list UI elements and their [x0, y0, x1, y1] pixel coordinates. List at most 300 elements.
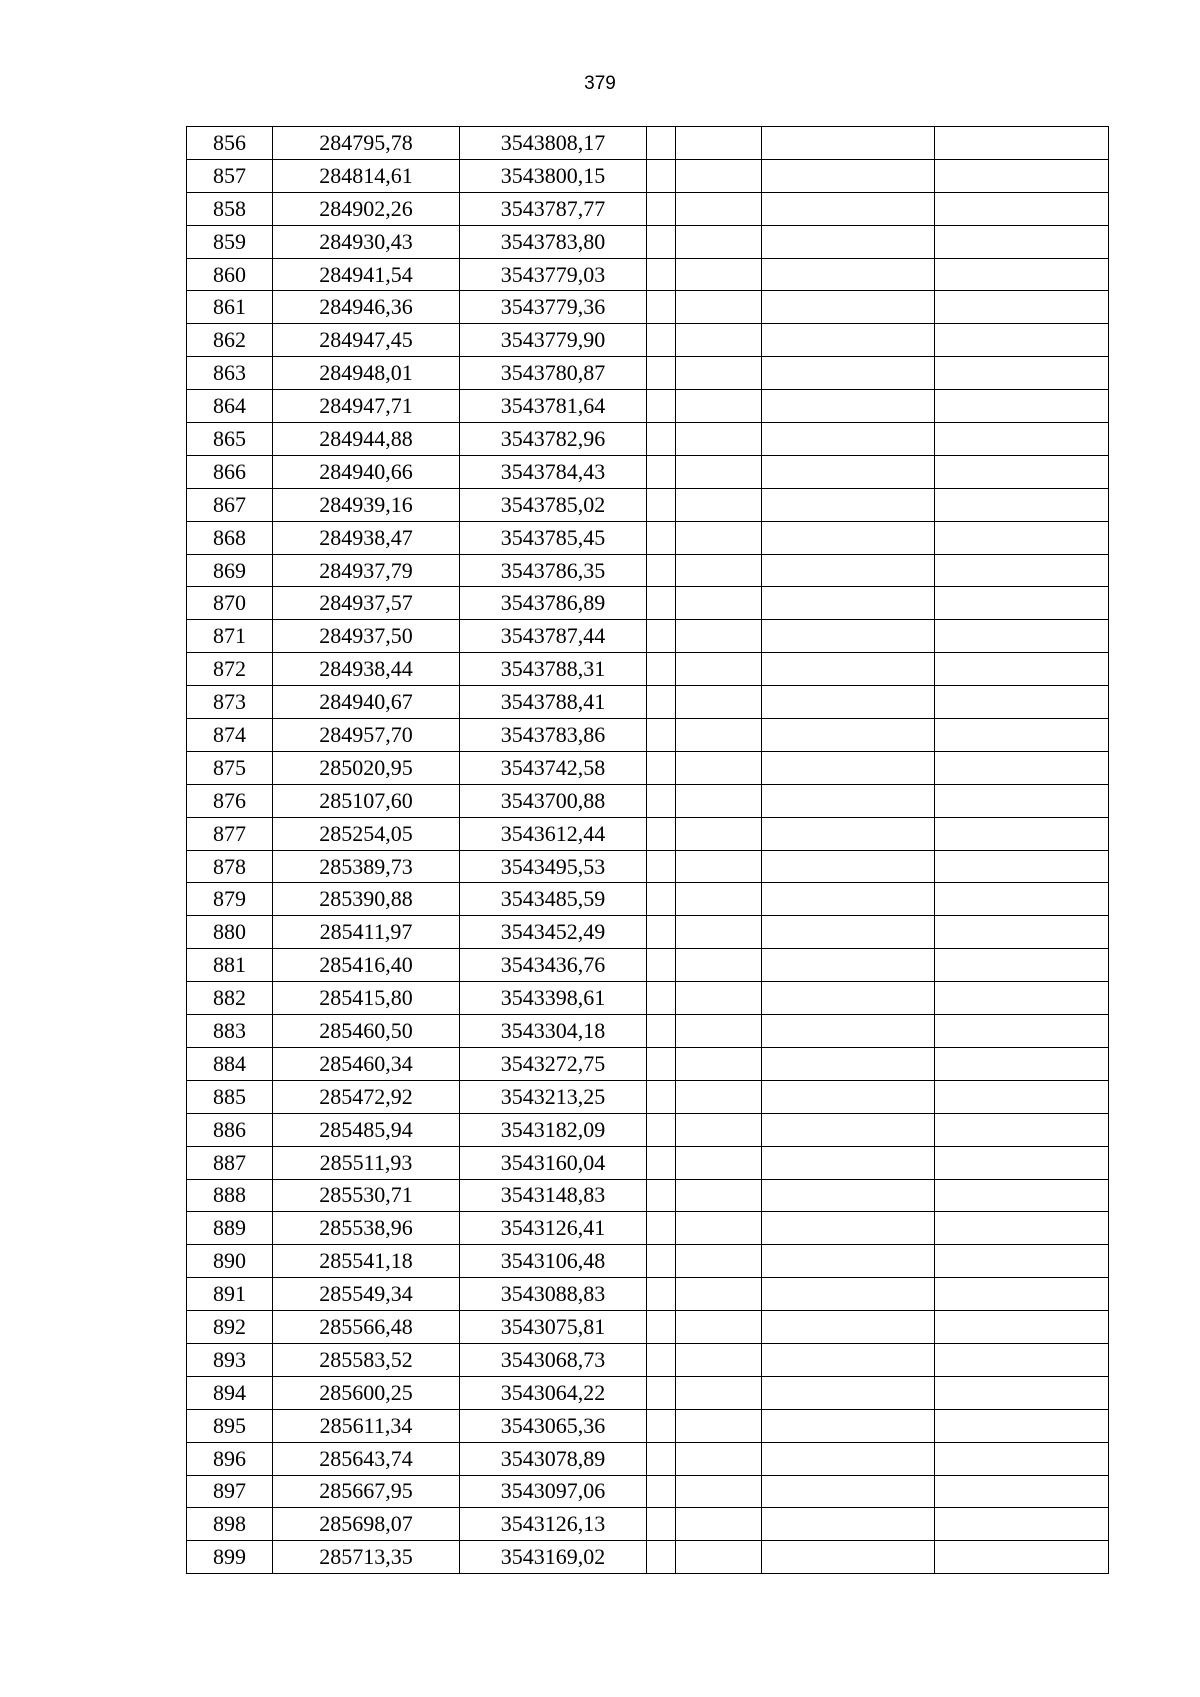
x-coordinate-cell: 284938,47	[273, 521, 460, 554]
x-coordinate-cell: 284957,70	[273, 719, 460, 752]
table-row	[187, 1442, 1109, 1475]
table-row	[187, 1015, 1109, 1048]
empty-cell	[647, 1080, 676, 1113]
empty-cell	[762, 1080, 935, 1113]
empty-cell	[676, 949, 762, 982]
empty-cell	[676, 1442, 762, 1475]
empty-cell	[935, 554, 1109, 587]
empty-cell	[935, 883, 1109, 916]
empty-cell	[762, 1508, 935, 1541]
point-number-cell: 860	[187, 258, 273, 291]
table-row	[187, 1146, 1109, 1179]
empty-cell	[647, 455, 676, 488]
table-row	[187, 883, 1109, 916]
y-coordinate-cell: 3543485,59	[460, 883, 647, 916]
empty-cell	[676, 225, 762, 258]
point-number-cell: 892	[187, 1311, 273, 1344]
empty-cell	[935, 1343, 1109, 1376]
empty-cell	[935, 850, 1109, 883]
point-number-cell: 858	[187, 192, 273, 225]
x-coordinate-cell: 284946,36	[273, 291, 460, 324]
point-number-cell: 893	[187, 1343, 273, 1376]
empty-cell	[935, 949, 1109, 982]
empty-cell	[676, 1047, 762, 1080]
empty-cell	[647, 1179, 676, 1212]
empty-cell	[935, 423, 1109, 456]
table-row	[187, 1212, 1109, 1245]
point-number-cell: 895	[187, 1409, 273, 1442]
point-number-cell: 898	[187, 1508, 273, 1541]
empty-cell	[762, 1311, 935, 1344]
empty-cell	[762, 455, 935, 488]
empty-cell	[762, 1278, 935, 1311]
point-number-cell: 863	[187, 357, 273, 390]
empty-cell	[647, 653, 676, 686]
coordinates-table-body	[187, 127, 1109, 1574]
x-coordinate-cell: 285583,52	[273, 1343, 460, 1376]
empty-cell	[647, 751, 676, 784]
empty-cell	[762, 1113, 935, 1146]
table-row	[187, 127, 1109, 160]
table-row	[187, 751, 1109, 784]
table-row	[187, 455, 1109, 488]
y-coordinate-cell: 3543779,03	[460, 258, 647, 291]
empty-cell	[676, 423, 762, 456]
y-coordinate-cell: 3543785,02	[460, 488, 647, 521]
empty-cell	[676, 751, 762, 784]
empty-cell	[762, 1047, 935, 1080]
empty-cell	[647, 258, 676, 291]
y-coordinate-cell: 3543779,90	[460, 324, 647, 357]
empty-cell	[676, 1376, 762, 1409]
empty-cell	[935, 1409, 1109, 1442]
point-number-cell: 897	[187, 1475, 273, 1508]
y-coordinate-cell: 3543781,64	[460, 390, 647, 423]
x-coordinate-cell: 284937,79	[273, 554, 460, 587]
empty-cell	[676, 1146, 762, 1179]
empty-cell	[935, 1212, 1109, 1245]
empty-cell	[935, 192, 1109, 225]
table-row	[187, 423, 1109, 456]
empty-cell	[935, 127, 1109, 160]
table-row	[187, 587, 1109, 620]
table-row	[187, 1179, 1109, 1212]
empty-cell	[676, 1080, 762, 1113]
table-row	[187, 653, 1109, 686]
point-number-cell: 867	[187, 488, 273, 521]
table-row	[187, 1278, 1109, 1311]
y-coordinate-cell: 3543783,86	[460, 719, 647, 752]
point-number-cell: 869	[187, 554, 273, 587]
empty-cell	[935, 1311, 1109, 1344]
point-number-cell: 882	[187, 982, 273, 1015]
empty-cell	[935, 817, 1109, 850]
x-coordinate-cell: 284902,26	[273, 192, 460, 225]
empty-cell	[935, 1113, 1109, 1146]
x-coordinate-cell: 285485,94	[273, 1113, 460, 1146]
x-coordinate-cell: 284939,16	[273, 488, 460, 521]
empty-cell	[647, 1212, 676, 1245]
point-number-cell: 856	[187, 127, 273, 160]
y-coordinate-cell: 3543213,25	[460, 1080, 647, 1113]
empty-cell	[676, 324, 762, 357]
table-row	[187, 1508, 1109, 1541]
empty-cell	[935, 455, 1109, 488]
empty-cell	[647, 1015, 676, 1048]
empty-cell	[935, 653, 1109, 686]
table-row	[187, 949, 1109, 982]
empty-cell	[676, 883, 762, 916]
empty-cell	[647, 488, 676, 521]
y-coordinate-cell: 3543068,73	[460, 1343, 647, 1376]
point-number-cell: 879	[187, 883, 273, 916]
empty-cell	[762, 653, 935, 686]
empty-cell	[935, 357, 1109, 390]
point-number-cell: 873	[187, 686, 273, 719]
point-number-cell: 878	[187, 850, 273, 883]
empty-cell	[647, 521, 676, 554]
point-number-cell: 899	[187, 1541, 273, 1574]
table-row	[187, 719, 1109, 752]
empty-cell	[762, 1015, 935, 1048]
empty-cell	[676, 686, 762, 719]
empty-cell	[647, 357, 676, 390]
empty-cell	[935, 1541, 1109, 1574]
table-row	[187, 686, 1109, 719]
x-coordinate-cell: 285643,74	[273, 1442, 460, 1475]
empty-cell	[762, 916, 935, 949]
table-row	[187, 850, 1109, 883]
page-number: 379	[584, 73, 616, 94]
x-coordinate-cell: 284940,66	[273, 455, 460, 488]
empty-cell	[647, 587, 676, 620]
empty-cell	[762, 1146, 935, 1179]
empty-cell	[762, 817, 935, 850]
empty-cell	[935, 1475, 1109, 1508]
empty-cell	[935, 982, 1109, 1015]
y-coordinate-cell: 3543800,15	[460, 159, 647, 192]
empty-cell	[935, 1080, 1109, 1113]
x-coordinate-cell: 285415,80	[273, 982, 460, 1015]
x-coordinate-cell: 285698,07	[273, 1508, 460, 1541]
x-coordinate-cell: 285460,34	[273, 1047, 460, 1080]
empty-cell	[676, 1245, 762, 1278]
empty-cell	[676, 817, 762, 850]
point-number-cell: 884	[187, 1047, 273, 1080]
y-coordinate-cell: 3543785,45	[460, 521, 647, 554]
y-coordinate-cell: 3543088,83	[460, 1278, 647, 1311]
empty-cell	[935, 488, 1109, 521]
y-coordinate-cell: 3543808,17	[460, 127, 647, 160]
empty-cell	[935, 784, 1109, 817]
empty-cell	[762, 982, 935, 1015]
y-coordinate-cell: 3543787,44	[460, 620, 647, 653]
empty-cell	[935, 1146, 1109, 1179]
empty-cell	[676, 455, 762, 488]
point-number-cell: 862	[187, 324, 273, 357]
empty-cell	[647, 423, 676, 456]
x-coordinate-cell: 285020,95	[273, 751, 460, 784]
point-number-cell: 859	[187, 225, 273, 258]
point-number-cell: 887	[187, 1146, 273, 1179]
empty-cell	[762, 258, 935, 291]
y-coordinate-cell: 3543169,02	[460, 1541, 647, 1574]
y-coordinate-cell: 3543782,96	[460, 423, 647, 456]
y-coordinate-cell: 3543436,76	[460, 949, 647, 982]
point-number-cell: 870	[187, 587, 273, 620]
point-number-cell: 876	[187, 784, 273, 817]
empty-cell	[676, 159, 762, 192]
empty-cell	[935, 225, 1109, 258]
empty-cell	[647, 291, 676, 324]
empty-cell	[647, 1343, 676, 1376]
empty-cell	[676, 521, 762, 554]
empty-cell	[762, 784, 935, 817]
x-coordinate-cell: 285390,88	[273, 883, 460, 916]
table-row	[187, 291, 1109, 324]
empty-cell	[647, 324, 676, 357]
table-row	[187, 258, 1109, 291]
point-number-cell: 883	[187, 1015, 273, 1048]
point-number-cell: 861	[187, 291, 273, 324]
y-coordinate-cell: 3543452,49	[460, 916, 647, 949]
empty-cell	[762, 751, 935, 784]
empty-cell	[676, 127, 762, 160]
empty-cell	[935, 390, 1109, 423]
empty-cell	[935, 1015, 1109, 1048]
y-coordinate-cell: 3543078,89	[460, 1442, 647, 1475]
empty-cell	[762, 1541, 935, 1574]
point-number-cell: 866	[187, 455, 273, 488]
point-number-cell: 872	[187, 653, 273, 686]
empty-cell	[676, 1311, 762, 1344]
x-coordinate-cell: 284795,78	[273, 127, 460, 160]
y-coordinate-cell: 3543786,35	[460, 554, 647, 587]
x-coordinate-cell: 285254,05	[273, 817, 460, 850]
point-number-cell: 881	[187, 949, 273, 982]
table-row	[187, 620, 1109, 653]
point-number-cell: 880	[187, 916, 273, 949]
table-row	[187, 554, 1109, 587]
x-coordinate-cell: 284930,43	[273, 225, 460, 258]
x-coordinate-cell: 285472,92	[273, 1080, 460, 1113]
empty-cell	[935, 1179, 1109, 1212]
empty-cell	[676, 488, 762, 521]
empty-cell	[762, 225, 935, 258]
empty-cell	[935, 1508, 1109, 1541]
table-row	[187, 159, 1109, 192]
y-coordinate-cell: 3543495,53	[460, 850, 647, 883]
empty-cell	[676, 390, 762, 423]
table-row	[187, 1113, 1109, 1146]
empty-cell	[935, 686, 1109, 719]
x-coordinate-cell: 285389,73	[273, 850, 460, 883]
empty-cell	[762, 423, 935, 456]
empty-cell	[935, 324, 1109, 357]
y-coordinate-cell: 3543064,22	[460, 1376, 647, 1409]
x-coordinate-cell: 285611,34	[273, 1409, 460, 1442]
table-row	[187, 982, 1109, 1015]
empty-cell	[647, 554, 676, 587]
empty-cell	[935, 258, 1109, 291]
empty-cell	[676, 1541, 762, 1574]
point-number-cell: 871	[187, 620, 273, 653]
empty-cell	[647, 1311, 676, 1344]
empty-cell	[676, 192, 762, 225]
empty-cell	[647, 1508, 676, 1541]
empty-cell	[676, 916, 762, 949]
empty-cell	[935, 159, 1109, 192]
empty-cell	[935, 719, 1109, 752]
point-number-cell: 891	[187, 1278, 273, 1311]
empty-cell	[935, 916, 1109, 949]
x-coordinate-cell: 284814,61	[273, 159, 460, 192]
empty-cell	[762, 357, 935, 390]
empty-cell	[676, 1212, 762, 1245]
empty-cell	[935, 587, 1109, 620]
x-coordinate-cell: 284938,44	[273, 653, 460, 686]
empty-cell	[647, 1278, 676, 1311]
empty-cell	[647, 817, 676, 850]
y-coordinate-cell: 3543742,58	[460, 751, 647, 784]
empty-cell	[762, 192, 935, 225]
y-coordinate-cell: 3543126,41	[460, 1212, 647, 1245]
point-number-cell: 885	[187, 1080, 273, 1113]
point-number-cell: 886	[187, 1113, 273, 1146]
x-coordinate-cell: 285713,35	[273, 1541, 460, 1574]
table-row	[187, 324, 1109, 357]
point-number-cell: 874	[187, 719, 273, 752]
empty-cell	[647, 949, 676, 982]
y-coordinate-cell: 3543784,43	[460, 455, 647, 488]
table-row	[187, 916, 1109, 949]
empty-cell	[935, 1442, 1109, 1475]
x-coordinate-cell: 284940,67	[273, 686, 460, 719]
table-row	[187, 1311, 1109, 1344]
x-coordinate-cell: 285541,18	[273, 1245, 460, 1278]
x-coordinate-cell: 285530,71	[273, 1179, 460, 1212]
empty-cell	[676, 587, 762, 620]
empty-cell	[762, 883, 935, 916]
x-coordinate-cell: 285511,93	[273, 1146, 460, 1179]
point-number-cell: 877	[187, 817, 273, 850]
empty-cell	[647, 1409, 676, 1442]
y-coordinate-cell: 3543272,75	[460, 1047, 647, 1080]
empty-cell	[676, 1343, 762, 1376]
empty-cell	[762, 1245, 935, 1278]
x-coordinate-cell: 284948,01	[273, 357, 460, 390]
empty-cell	[676, 784, 762, 817]
empty-cell	[676, 1113, 762, 1146]
point-number-cell: 896	[187, 1442, 273, 1475]
x-coordinate-cell: 284944,88	[273, 423, 460, 456]
point-number-cell: 888	[187, 1179, 273, 1212]
empty-cell	[647, 127, 676, 160]
y-coordinate-cell: 3543065,36	[460, 1409, 647, 1442]
empty-cell	[676, 850, 762, 883]
empty-cell	[647, 784, 676, 817]
empty-cell	[647, 390, 676, 423]
empty-cell	[676, 258, 762, 291]
point-number-cell: 857	[187, 159, 273, 192]
table-row	[187, 192, 1109, 225]
table-row	[187, 488, 1109, 521]
table-row	[187, 1343, 1109, 1376]
y-coordinate-cell: 3543106,48	[460, 1245, 647, 1278]
x-coordinate-cell: 285549,34	[273, 1278, 460, 1311]
empty-cell	[676, 1015, 762, 1048]
y-coordinate-cell: 3543786,89	[460, 587, 647, 620]
empty-cell	[935, 1245, 1109, 1278]
empty-cell	[676, 620, 762, 653]
empty-cell	[762, 488, 935, 521]
empty-cell	[935, 751, 1109, 784]
empty-cell	[647, 1541, 676, 1574]
empty-cell	[762, 554, 935, 587]
empty-cell	[762, 686, 935, 719]
empty-cell	[676, 1508, 762, 1541]
table-row	[187, 390, 1109, 423]
empty-cell	[762, 587, 935, 620]
empty-cell	[647, 1475, 676, 1508]
empty-cell	[935, 291, 1109, 324]
coordinates-table	[186, 126, 1109, 1574]
empty-cell	[676, 291, 762, 324]
empty-cell	[935, 1376, 1109, 1409]
x-coordinate-cell: 285538,96	[273, 1212, 460, 1245]
empty-cell	[676, 1278, 762, 1311]
table-row	[187, 1541, 1109, 1574]
empty-cell	[647, 1376, 676, 1409]
y-coordinate-cell: 3543612,44	[460, 817, 647, 850]
x-coordinate-cell: 285411,97	[273, 916, 460, 949]
empty-cell	[676, 719, 762, 752]
point-number-cell: 865	[187, 423, 273, 456]
empty-cell	[676, 1409, 762, 1442]
empty-cell	[676, 982, 762, 1015]
empty-cell	[647, 1113, 676, 1146]
empty-cell	[647, 1442, 676, 1475]
empty-cell	[676, 1179, 762, 1212]
empty-cell	[762, 850, 935, 883]
y-coordinate-cell: 3543779,36	[460, 291, 647, 324]
y-coordinate-cell: 3543788,41	[460, 686, 647, 719]
table-row	[187, 1047, 1109, 1080]
x-coordinate-cell: 284941,54	[273, 258, 460, 291]
empty-cell	[762, 1442, 935, 1475]
y-coordinate-cell: 3543788,31	[460, 653, 647, 686]
x-coordinate-cell: 284937,50	[273, 620, 460, 653]
empty-cell	[647, 192, 676, 225]
empty-cell	[762, 1376, 935, 1409]
empty-cell	[762, 521, 935, 554]
x-coordinate-cell: 284947,45	[273, 324, 460, 357]
x-coordinate-cell: 285460,50	[273, 1015, 460, 1048]
empty-cell	[647, 225, 676, 258]
empty-cell	[762, 127, 935, 160]
point-number-cell: 890	[187, 1245, 273, 1278]
y-coordinate-cell: 3543304,18	[460, 1015, 647, 1048]
empty-cell	[762, 1212, 935, 1245]
empty-cell	[762, 1343, 935, 1376]
x-coordinate-cell: 285667,95	[273, 1475, 460, 1508]
empty-cell	[762, 1475, 935, 1508]
empty-cell	[647, 1146, 676, 1179]
empty-cell	[762, 949, 935, 982]
empty-cell	[647, 686, 676, 719]
x-coordinate-cell: 284937,57	[273, 587, 460, 620]
table-row	[187, 1080, 1109, 1113]
